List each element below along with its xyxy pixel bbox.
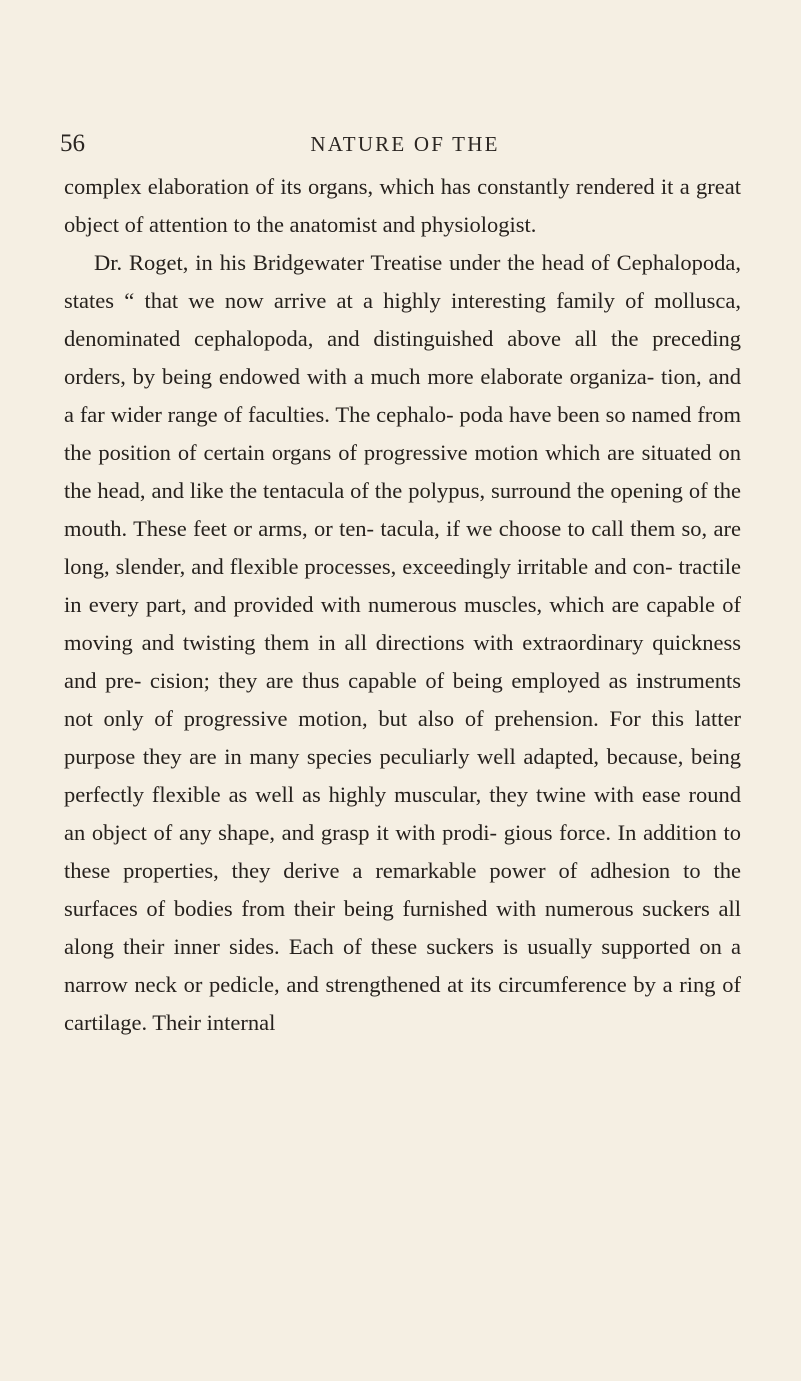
paragraph-2: Dr. Roget, in his Bridgewater Treatise under the head of Cephalopoda, states “ that we now arrive at a highly interesting family of mollusca, denominated cephalopoda, and distinguished above all the preceding orders, by being endowed with a much more elaborate organiza- tion, and a far wider range of faculties. The cephalo- poda have been so named from the position of certain organs of progressive motion which are situated on the head, and like the tentacula of the polypus, surround the opening of the mouth. These feet or arms, or ten- tacula, if we choose to call them so, are long, slender, and flexible processes, exceedingly irritable and con- tractile in every part, and provided with numerous muscles, which are capable of moving and twisting them in all directions with extraordinary quickness and pre- cision; they are thus capable of being employed as instruments not only of progressive motion, but also of prehension. For this latter purpose they are in many species peculiarly well adapted, because, being perfectly flexible as well as highly muscular, they twine with ease round an object of any shape, and grasp it with prodi- gious force. In addition to these properties, they derive a remarkable power of adhesion to the surfaces of bodies from their being furnished with numerous suckers all along their inner sides. Each of these suckers is usually supported on a narrow neck or pedicle, and strengthened at its circumference by a ring of cartilage. Their internal [64,250,741,1035]
running-head: NATURE OF THE [310,132,500,156]
paragraph-1: complex elaboration of its organs, which has constantly rendered it a great object of attention to the anatomist and physiologist. [64,174,741,237]
page-header [60,130,750,170]
page-number: 56 [60,130,85,157]
body-text [64,168,741,1042]
